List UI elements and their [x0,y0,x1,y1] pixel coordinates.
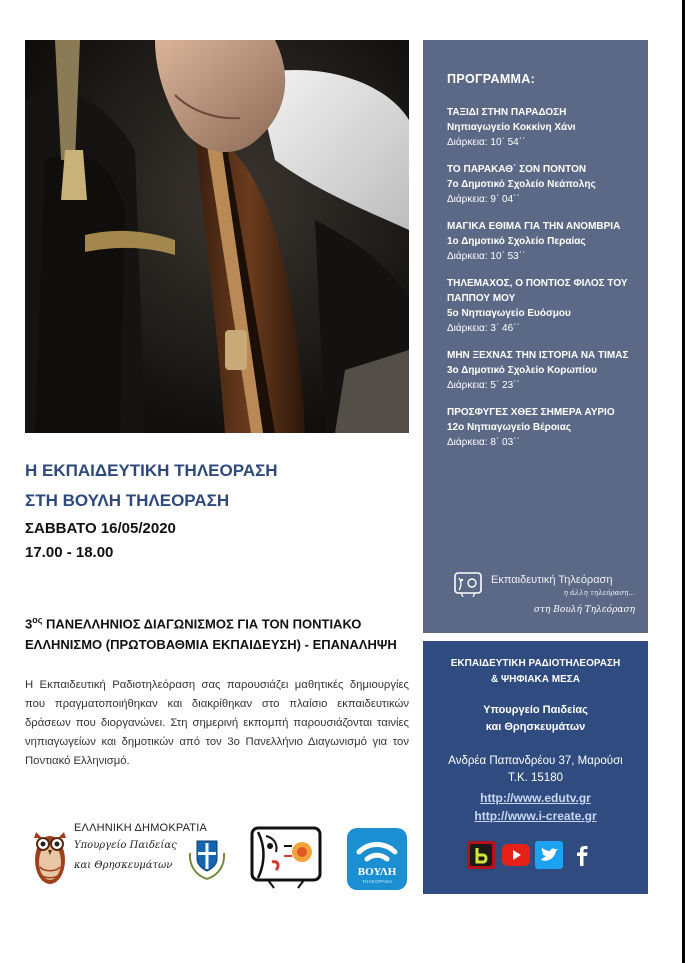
icreate-link[interactable]: http://www.i-create.gr [474,809,597,823]
brand-tagline: η άλλη τηλεόραση... [563,589,635,597]
vouli-label: ΒΟΥΛΗ [357,866,397,878]
program-title: ΠΡΟΓΡΑΜΜΑ: [447,72,536,86]
hero-photo [25,40,409,433]
vouli-wifi-logo-icon [347,828,407,868]
program-list [447,105,643,462]
edutv-face-logo-icon [248,822,328,890]
program-item [447,405,643,450]
links [423,789,648,825]
headline [25,456,415,516]
twitter-icon[interactable] [534,840,564,870]
headline-line-2: ΣΤΗ ΒΟΥΛΗ ΤΗΛΕΟΡΑΣΗ [25,491,230,510]
address-line-2: Τ.Κ. 15180 [508,772,563,784]
program-item-title: ΜΗΝ ΞΕΧΝΑΣ ΤΗΝ ΙΣΤΟΡΙΑ ΝΑ ΤΙΜΑΣ [447,350,629,361]
organization-line-1: ΕΚΠΑΙΔΕΥΤΙΚΗ ΡΑΔΙΟΤΗΛΕΟΡΑΣΗ [450,658,621,669]
ministry-name [423,702,648,736]
ministry-line-2: και Θρησκευμάτων [485,721,586,733]
edutv-tv-icon [453,570,485,598]
program-item-duration: Διάρκεια: 5΄ 23΄΄ [447,380,520,391]
ministry-logo-text [74,822,208,874]
vouli-logo [347,828,407,890]
program-item [447,348,643,393]
program-item-duration: Διάρκεια: 3΄ 46΄΄ [447,323,520,334]
ministry-label-1: Υπουργείο Παιδείας [74,840,177,851]
program-item-title: ΤΟ ΠΑΡΑΚΑΘ΄ ΣΟΝ ΠΟΝΤΟΝ [447,164,587,175]
facebook-icon[interactable] [567,840,597,870]
vouli-sub-label: ΤΗΛΕΟΡΑΣΗ [362,879,392,884]
organization-name [423,656,648,688]
contest-title [25,610,415,655]
headline-line-1: Η ΕΚΠΑΙΔΕΥΤΙΚΗ ΤΗΛΕΟΡΑΣΗ [25,461,278,480]
program-item-title: ΤΗΛΕΜΑΧΟΣ, Ο ΠΟΝΤΙΟΣ ΦΙΛΟΣ ΤΟΥ ΠΑΠΠΟΥ ΜΟΥ [447,278,628,304]
program-item-duration: Διάρκεια: 10΄ 53΄΄ [447,251,526,262]
bouli-tv-icon[interactable] [466,840,496,870]
description-paragraph: Η Εκπαιδευτική Ραδιοτηλεόραση σας παρουσιάζει μαθητικές δημιουργίες που πραγματοποιήθηκαν και διακρίθηκαν στο πλαίσιο εκπαιδευτικών δράσεων που διοργανώνει. Στη σημερινή εκπομπή παρουσιάζονται ταινίες νηπιαγωγείων και δημοτικών από τον 3ο Πανελλήνιο Διαγωνισμό για τον Ποντιακό Ελληνισμό. [25,679,409,767]
broadcast-datetime [25,517,176,565]
program-item-school: 12ο Νηπιαγωγείο Βέροιας [447,422,572,433]
republic-label: ΕΛΛΗΝΙΚΗ ΔΗΜΟΚΡΑΤΙΑ [74,822,208,834]
edutv-brand [453,570,643,620]
edutv-link[interactable]: http://www.edutv.gr [480,791,591,805]
program-item-school: 3ο Δημοτικό Σχολείο Κορωπίου [447,365,597,376]
greek-emblem-icon [187,835,227,881]
program-item-school: 7ο Δημοτικό Σχολείο Νεάπολης [447,179,596,190]
ministry-label-2: και Θρησκευμάτων [74,860,173,871]
owl-logo-icon [30,822,70,888]
program-item-title: ΠΡΟΣΦΥΓΕΣ ΧΘΕΣ ΣΗΜΕΡΑ ΑΥΡΙΟ [447,407,615,418]
broadcast-time: 17.00 - 18.00 [25,544,114,561]
program-item-title: ΜΑΓΙΚΑ ΕΘΙΜΑ ΓΙΑ ΤΗΝ ΑΝΟΜΒΡΙΑ [447,221,621,232]
address-line-1: Ανδρέα Παπανδρέου 37, Μαρούσι [448,755,623,767]
program-item-duration: Διάρκεια: 8΄ 03΄΄ [447,437,520,448]
program-item [447,105,643,150]
program-item-duration: Διάρκεια: 9΄ 04΄΄ [447,194,520,205]
program-item-duration: Διάρκεια: 10΄ 54΄΄ [447,137,526,148]
program-item [447,162,643,207]
program-item-school: 1ο Δημοτικό Σχολείο Περαίας [447,236,586,247]
youtube-icon[interactable] [501,840,531,870]
program-item-title: ΤΑΞΙΔΙ ΣΤΗΝ ΠΑΡΑΔΟΣΗ [447,107,567,118]
program-item [447,219,643,264]
address [423,753,648,787]
brand-vouli: στη Βουλή Τηλεόραση [533,605,635,615]
broadcast-date: ΣΑΒΒΑΤΟ 16/05/2020 [25,520,176,537]
brand-name: Εκπαιδευτική Τηλεόραση [491,574,613,586]
organization-line-2: & ΨΗΦΙΑΚΑ ΜΕΣΑ [491,674,580,685]
contact-panel [423,641,648,894]
contest-ordinal: 3 [25,616,33,632]
program-item-school: Νηπιαγωγείο Κοκκίνη Χάνι [447,122,576,133]
program-item-school: 5ο Νηπιαγωγείο Ευόσμου [447,308,571,319]
contest-ordinal-suffix: ος [32,615,43,625]
program-item [447,276,643,336]
program-panel [423,40,648,633]
contest-title-text: ΠΑΝΕΛΛΗΝΙΟΣ ΔΙΑΓΩΝΙΣΜΟΣ ΓΙΑ ΤΟΝ ΠΟΝΤΙΑΚΟ ΕΛΛΗΝΙΣΜΟ (ΠΡΩΤΟΒΑΘΜΙΑ ΕΚΠΑΙΔΕΥΣΗ) - ΕΠΑΝΑΛΗΨΗ [25,616,397,653]
ministry-line-1: Υπουργείο Παιδείας [483,704,588,716]
